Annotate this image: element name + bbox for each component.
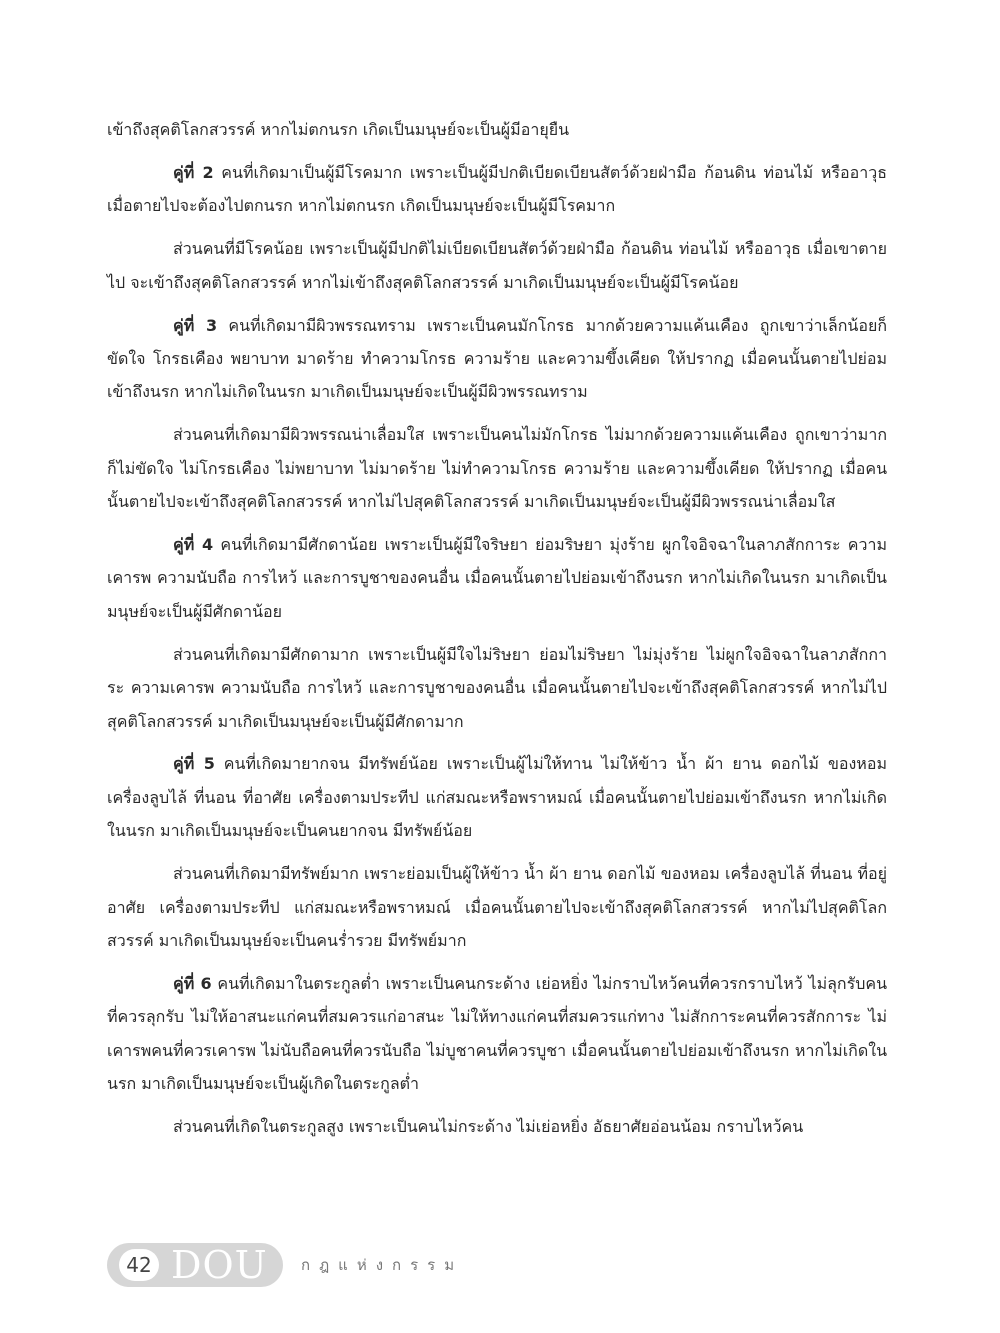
paragraph-5 — [107, 418, 887, 518]
page-body — [107, 113, 887, 1153]
paragraph-11 — [107, 1110, 887, 1143]
paragraph-9 — [107, 857, 887, 957]
paragraph-text: เข้าถึงสุคติโลกสวรรค์ หากไม่ตกนรก เกิดเป็นมนุษย์จะเป็นผู้มีอายุยืน — [107, 120, 570, 139]
book-title: กฎแห่งกรรม — [301, 1256, 464, 1274]
paragraph-pair-3 — [107, 309, 887, 409]
paragraph-text: ส่วนคนที่เกิดมามีทรัพย์มาก เพราะย่อมเป็นผู้ให้ข้าว น้ำ ผ้า ยาน ดอกไม้ ของหอม เครื่องลูบไล้ ที่นอน ที่อยู่อาศัย เครื่องตามประทีป แก่สมณะหรือพราหมณ์ เมื่อคนนั้นตายไปจะเข้าถึงสุคติโลกสวรรค์ หากไม่ไปสุคติโลกสวรรค์ มาเกิดเป็นมนุษย์จะเป็นคนร่ำรวย มีทรัพย์มาก — [107, 864, 887, 950]
paragraph-7 — [107, 638, 887, 738]
paragraph-3 — [107, 232, 887, 299]
paragraph-pair-5 — [107, 747, 887, 847]
pair-label: คู่ที่ 6 — [173, 973, 212, 993]
paragraph-1 — [107, 113, 887, 146]
paragraph-pair-6 — [107, 967, 887, 1101]
paragraph-text: ส่วนคนที่เกิดในตระกูลสูง เพราะเป็นคนไม่กระด้าง ไม่เย่อหยิ่ง อัธยาศัยอ่อนน้อม กราบไหว้คน — [173, 1116, 804, 1136]
paragraph-text: ส่วนคนที่เกิดมามีผิวพรรณน่าเลื่อมใส เพราะเป็นคนไม่มักโกรธ ไม่มากด้วยความแค้นเคือง ถูกเขาว่ามากก็ไม่ขัดใจ ไม่โกรธเคือง ไม่พยาบาท ไม่มาดร้าย ไม่ทำความโกรธ ความร้าย และความขึ้งเคียด ให้ปรากฏ เมื่อคนนั้นตายไปจะเข้าถึงสุคติโลกสวรรค์ หากไม่ไปสุคติโลกสวรรค์ มาเกิดเป็นมนุษย์จะเป็นผู้มีผิวพรรณน่าเลื่อมใส — [107, 425, 887, 512]
pair-label: คู่ที่ 2 — [173, 162, 214, 182]
page-footer — [107, 1243, 463, 1287]
paragraph-text: คนที่เกิดมาเป็นผู้มีโรคมาก เพราะเป็นผู้มีปกติเบียดเบียนสัตว์ด้วยฝ่ามือ ก้อนดิน ท่อนไม้ หรืออาวุธ เมื่อตายไปจะต้องไปตกนรก หากไม่ตกนรก เกิดเป็นมนุษย์จะเป็นผู้มีโรคมาก — [107, 162, 888, 216]
footer-badge — [107, 1243, 283, 1287]
page-number: 42 — [119, 1249, 159, 1281]
paragraph-text: ส่วนคนที่เกิดมามีศักดามาก เพราะเป็นผู้มีใจไม่ริษยา ย่อมไม่ริษยา ไม่มุ่งร้าย ไม่ผูกใจอิจฉาในลาภสักการะ ความเคารพ ความนับถือ การไหว้ และการบูชาของคนอื่น เมื่อคนนั้นตายไปจะเข้าถึงสุคติโลกสวรรค์ หากไม่ไปสุคติโลกสวรรค์ มาเกิดเป็นมนุษย์จะเป็นผู้มีศักดามาก — [107, 644, 887, 731]
brand-logo: DOU — [171, 1243, 268, 1287]
paragraph-text: คนที่เกิดมามีศักดาน้อย เพราะเป็นผู้มีใจริษยา ย่อมริษยา มุ่งร้าย ผูกใจอิจฉาในลาภสักการะ ความเคารพ ความนับถือ การไหว้ และการบูชาของคนอื่น เมื่อคนนั้นตายไปย่อมเข้าถึงนรก หากไม่เกิดในนรก มาเกิดเป็นมนุษย์จะเป็นผู้มีศักดาน้อย — [107, 534, 888, 621]
paragraph-pair-4 — [107, 528, 887, 628]
pair-label: คู่ที่ 5 — [173, 754, 215, 774]
pair-label: คู่ที่ 3 — [173, 315, 218, 335]
paragraph-pair-2 — [107, 156, 887, 223]
paragraph-text: คนที่เกิดมามีผิวพรรณทราม เพราะเป็นคนมักโกรธ มากด้วยความแค้นเคือง ถูกเขาว่าเล็กน้อยก็ขัดใจ โกรธเคือง พยาบาท มาดร้าย ทำความโกรธ ความร้าย และความขึ้งเคียด ให้ปรากฏ เมื่อคนนั้นตายไปย่อมเข้าถึงนรก หากไม่เกิดในนรก มาเกิดเป็นมนุษย์จะเป็นผู้มีผิวพรรณทราม — [107, 315, 888, 402]
pair-label: คู่ที่ 4 — [173, 534, 214, 554]
paragraph-text: คนที่เกิดมาในตระกูลต่ำ เพราะเป็นคนกระด้าง เย่อหยิ่ง ไม่กราบไหว้คนที่ควรกราบไหว้ ไม่ลุกรับคนที่ควรลุกรับ ไม่ให้อาสนะแก่คนที่สมควรแก่อาสนะ ไม่ให้ทางแก่คนที่สมควรแก่ทาง ไม่สักการะคนที่ควรสักการะ ไม่เคารพคนที่ควรเคารพ ไม่นับถือคนที่ควรนับถือ ไม่บูชาคนที่ควรบูชา เมื่อคนนั้นตายไปย่อมเข้าถึงนรก หากไม่เกิดในนรก มาเกิดเป็นมนุษย์จะเป็นผู้เกิดในตระกูลต่ำ — [107, 973, 888, 1094]
paragraph-text: คนที่เกิดมายากจน มีทรัพย์น้อย เพราะเป็นผู้ไม่ให้ทาน ไม่ให้ข้าว น้ำ ผ้า ยาน ดอกไม้ ของหอม เครื่องลูบไล้ ที่นอน ที่อาศัย เครื่องตามประทีป แก่สมณะหรือพราหมณ์ เมื่อคนนั้นตายไปย่อมเข้าถึงนรก หากไม่เกิดในนรก มาเกิดเป็นมนุษย์จะเป็นคนยากจน มีทรัพย์น้อย — [107, 754, 888, 841]
paragraph-text: ส่วนคนที่มีโรคน้อย เพราะเป็นผู้มีปกติไม่เบียดเบียนสัตว์ด้วยฝ่ามือ ก้อนดิน ท่อนไม้ หรืออาวุธ เมื่อเขาตายไป จะเข้าถึงสุคติโลกสวรรค์ หากไม่เข้าถึงสุคติโลกสวรรค์ มาเกิดเป็นมนุษย์จะเป็นผู้มีโรคน้อย — [107, 239, 887, 292]
